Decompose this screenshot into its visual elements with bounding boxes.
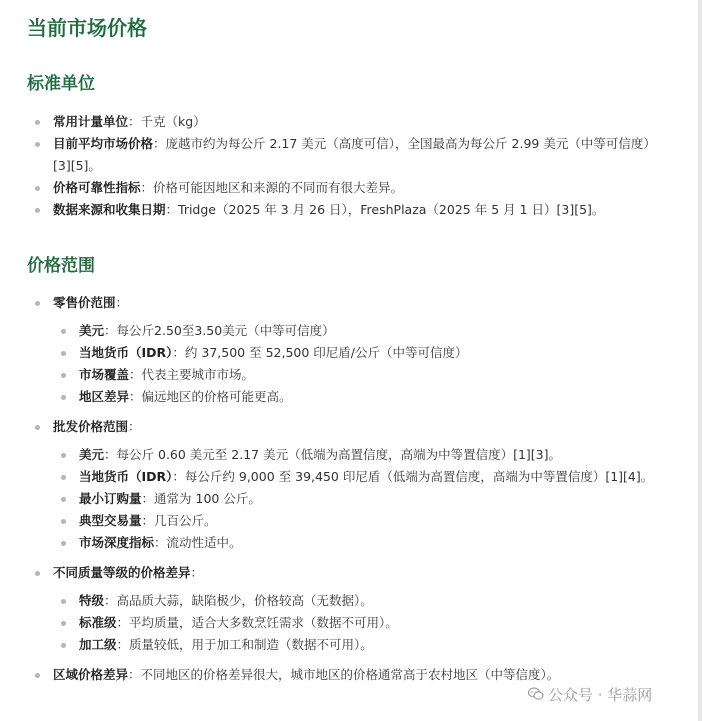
watermark-text: 公众号 · 华蒜网 — [548, 686, 653, 704]
retail-sublist — [53, 320, 673, 408]
item-text: ：代表主要城市市场。 — [129, 367, 255, 382]
item-text: ：通常为 100 公斤。 — [141, 491, 261, 506]
list-item — [59, 466, 673, 488]
quality-sublist — [53, 590, 673, 656]
item-label: 市场深度指标 — [79, 535, 155, 550]
item-label: 标准级 — [79, 615, 117, 630]
group-suffix: ： — [190, 565, 204, 580]
price-range-list — [33, 292, 673, 686]
list-item — [59, 386, 673, 408]
section-heading-price-range: 价格范围 — [27, 256, 95, 276]
list-item — [59, 510, 673, 532]
item-text: ：质量较低，用于加工和制造（数据不可用）。 — [116, 637, 373, 652]
price-group-retail — [33, 292, 673, 408]
item-text: ：约 37,500 至 52,500 印尼盾/公斤（中等可信度） — [172, 345, 468, 360]
list-item — [59, 342, 673, 364]
item-label: 美元 — [79, 323, 105, 338]
group-label: 区域价格差异 — [53, 667, 129, 682]
item-label: 当地货币（IDR） — [79, 345, 173, 360]
item-text: ：价格可能因地区和来源的不同而有很大差异。 — [140, 180, 404, 195]
list-item — [59, 488, 673, 510]
group-suffix: ： — [115, 295, 129, 310]
watermark — [528, 684, 652, 706]
list-item — [33, 199, 673, 221]
item-label: 价格可靠性指标 — [53, 180, 141, 195]
item-text: ：流动性适中。 — [154, 535, 242, 550]
section-heading-standard-unit: 标准单位 — [27, 74, 95, 94]
item-text: ：每公斤2.50至3.50美元（中等可信度） — [104, 323, 335, 338]
item-label: 数据来源和收集日期 — [53, 202, 166, 217]
list-item — [33, 133, 673, 177]
list-item — [59, 634, 673, 656]
page-title: 当前市场价格 — [27, 16, 147, 40]
item-label: 地区差异 — [79, 389, 130, 404]
price-group-quality — [33, 562, 673, 656]
list-item — [59, 532, 673, 554]
item-text: ：每公斤约 9,000 至 39,450 印尼盾（低端为高置信度，高端为中等置信度）[1][4]。 — [172, 469, 654, 484]
list-item — [59, 590, 673, 612]
item-text: ：Tridge（2025 年 3 月 26 日），FreshPlaza（2025 年 5 月 1 日）[3][5]。 — [165, 202, 605, 217]
group-suffix: ： — [128, 419, 141, 434]
list-item — [59, 364, 673, 386]
item-text: ：平均质量，适合大多数烹饪需求（数据不可用）。 — [116, 615, 398, 630]
wechat-icon — [528, 687, 544, 701]
standard-unit-list — [33, 111, 673, 221]
group-suffix: ：不同地区的价格差异很大，城市地区的价格通常高于农村地区（中等信度）。 — [128, 667, 560, 682]
price-group-wholesale — [33, 416, 673, 554]
list-item — [33, 177, 673, 199]
item-text: ：高品质大蒜，缺陷极少，价格较高（无数据）。 — [104, 593, 373, 608]
item-label: 常用计量单位 — [53, 114, 129, 129]
list-item — [59, 320, 673, 342]
list-item — [59, 612, 673, 634]
item-label: 目前平均市场价格 — [53, 136, 154, 151]
price-group-regional — [33, 664, 673, 686]
item-text: ：庞越市约为每公斤 2.17 美元（高度可信），全国最高为每公斤 2.99 美元（中等可信度）[3][5]。 — [53, 136, 656, 173]
wholesale-sublist — [53, 444, 673, 554]
item-text: ：每公斤 0.60 美元至 2.17 美元（低端为高置信度，高端为中等置信度）[1][3]。 — [104, 447, 561, 462]
item-label: 典型交易量 — [79, 513, 142, 528]
item-text: ：偏远地区的价格可能更高。 — [129, 389, 292, 404]
page-edge — [698, 0, 702, 721]
item-label: 当地货币（IDR） — [79, 469, 173, 484]
group-label: 零售价范围 — [53, 295, 116, 310]
list-item — [59, 444, 673, 466]
item-label: 美元 — [79, 447, 105, 462]
list-item — [33, 111, 673, 133]
item-text: ：千克（kg） — [128, 114, 206, 129]
item-text: ：几百公斤。 — [141, 513, 217, 528]
group-label: 批发价格范围 — [53, 419, 129, 434]
group-label: 不同质量等级的价格差异 — [53, 565, 191, 580]
item-label: 最小订购量 — [79, 491, 142, 506]
item-label: 加工级 — [79, 637, 117, 652]
item-label: 市场覆盖 — [79, 367, 130, 382]
item-label: 特级 — [79, 593, 105, 608]
